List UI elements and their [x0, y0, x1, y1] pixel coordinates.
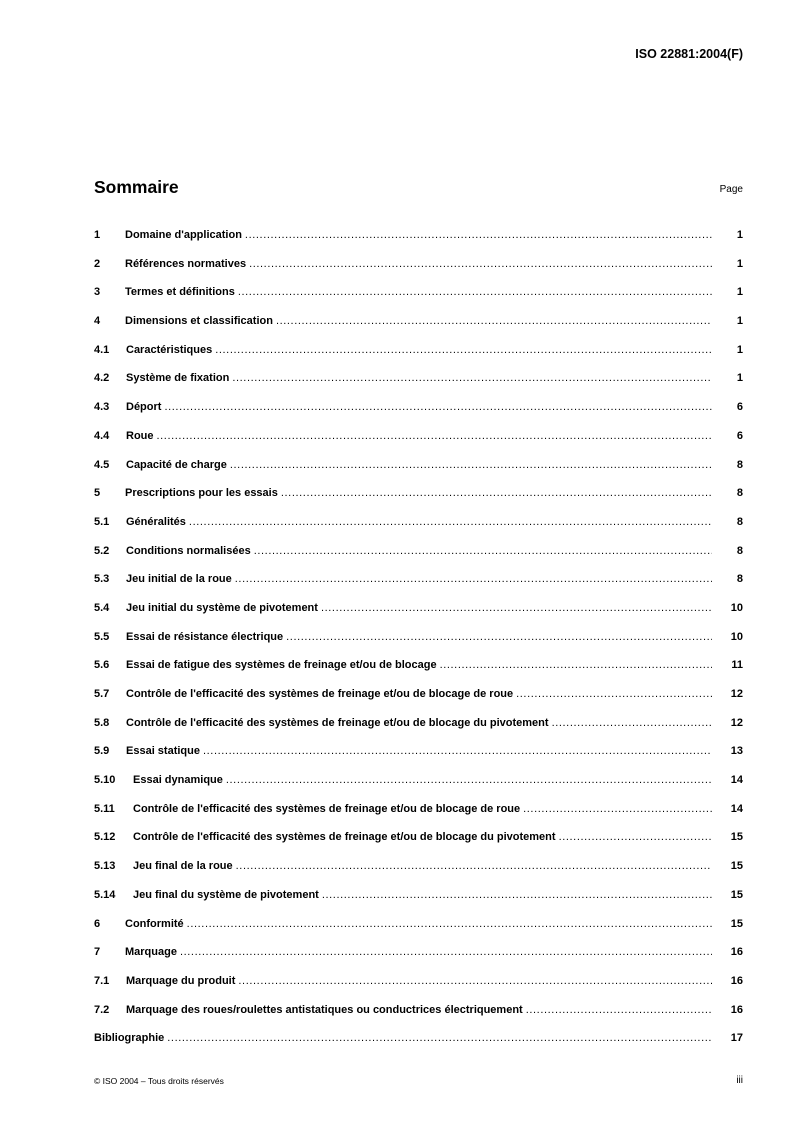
leader-dots [215, 344, 712, 356]
toc-entry-page: 17 [730, 1032, 743, 1045]
leader-dots [523, 803, 712, 815]
toc-entry-5-13[interactable] [94, 860, 743, 889]
toc-entry-label: Marquage du produit [126, 974, 236, 987]
toc-entry-page: 15 [730, 860, 743, 873]
toc-entry-4-2[interactable] [94, 372, 743, 401]
toc-entry-label: Contrôle de l'efficacité des systèmes de freinage et/ou de blocage de roue [126, 688, 514, 700]
toc-entry-number: 7.1 [94, 974, 110, 987]
toc-entry-number: 5 [94, 487, 101, 500]
toc-entry-5-9[interactable] [94, 745, 743, 774]
toc-entry-5-10[interactable] [94, 774, 743, 803]
leader-dots [235, 573, 712, 585]
toc-entry-number: 5.4 [94, 601, 110, 614]
toc-entry-4-1[interactable] [94, 344, 743, 373]
toc-entry-5-2[interactable] [94, 545, 743, 574]
toc-entry-number: 6 [94, 917, 101, 930]
leader-dots [226, 774, 712, 786]
toc-entry-label: Bibliographie [94, 1032, 165, 1045]
toc-entry-label: Généralités [126, 515, 186, 528]
toc-entry-3[interactable] [94, 286, 743, 315]
toc-entry-number: 4.4 [94, 429, 110, 442]
toc-entry-4-4[interactable] [94, 430, 743, 459]
toc-entry-5-6[interactable] [94, 659, 743, 688]
toc-entry-number: 5.5 [94, 630, 110, 643]
toc-entry-page: 10 [730, 601, 743, 614]
toc-entry-label: Contrôle de l'efficacité des systèmes de freinage et/ou de blocage du pivotement [133, 831, 556, 844]
leader-dots [164, 401, 712, 413]
toc-entry-number: 2 [94, 257, 101, 270]
document-reference: ISO 22881:2004(F) [635, 47, 743, 61]
toc-entry-number: 5.11 [94, 802, 115, 815]
toc-entry-label: Marquage [125, 946, 177, 959]
toc-entry-5-4[interactable] [94, 602, 743, 631]
leader-dots [187, 918, 712, 930]
leader-dots [321, 602, 712, 614]
toc-entry-number: 4 [94, 315, 101, 328]
toc-entry-4-3[interactable] [94, 401, 743, 430]
toc-entry-1[interactable] [94, 229, 743, 258]
leader-dots [526, 1004, 712, 1016]
toc-entry-label: Essai de fatigue des systèmes de freinage et/ou de blocage [126, 659, 437, 672]
toc-entry-page: 16 [730, 1003, 743, 1016]
toc-entry-number: 5.1 [94, 515, 110, 528]
toc-entry-number: 4.5 [94, 458, 110, 471]
toc-entry-7[interactable] [94, 946, 743, 975]
toc-entry-number: 4.1 [94, 343, 110, 356]
toc-entry-page: 8 [736, 515, 743, 528]
toc-entry-5[interactable] [94, 487, 743, 516]
toc-entry-number: 5.3 [94, 573, 110, 586]
toc-entry-label: Essai de résistance électrique [126, 630, 284, 643]
toc-entry-page: 12 [730, 716, 743, 729]
toc-entry-5-1[interactable] [94, 516, 743, 545]
toc-entry-label: Capacité de charge [126, 458, 227, 471]
toc-entry-label: Jeu final de la roue [133, 860, 233, 873]
toc-entry-label: Essai dynamique [133, 774, 223, 787]
toc-entry-5-14[interactable] [94, 889, 743, 918]
toc-entry-label: Contrôle de l'efficacité des systèmes de freinage et/ou de blocage du pivotement [126, 716, 549, 729]
toc-entry-page: 1 [736, 286, 743, 299]
toc-entry-page: 11 [731, 659, 743, 672]
leader-dots [559, 831, 712, 843]
toc-entry-label: Références normatives [125, 257, 247, 270]
toc-entry-page: 1 [736, 372, 743, 385]
toc-entry-label: Conditions normalisées [126, 544, 251, 557]
leader-dots [440, 659, 712, 671]
toc-entry-page: 15 [730, 831, 743, 844]
toc-entry-page: 12 [730, 688, 743, 700]
leader-dots [238, 975, 712, 987]
leader-dots [281, 487, 712, 499]
toc-entry-number: 5.13 [94, 860, 116, 873]
toc-entry-number: 7 [94, 946, 101, 959]
toc-entry-label: Termes et définitions [125, 286, 235, 299]
toc-entry-page: 14 [730, 774, 743, 787]
toc-entry-label: Jeu final du système de pivotement [133, 888, 319, 901]
leader-dots [322, 889, 712, 901]
toc-entry-2[interactable] [94, 258, 743, 287]
toc-entry-page: 14 [730, 802, 743, 815]
toc-entry-page: 1 [736, 229, 743, 241]
toc-entry-page: 15 [730, 917, 743, 930]
toc-entry-label: Marquage des roues/roulettes antistatiques ou conductrices électriquement [126, 1003, 523, 1016]
leader-dots [245, 229, 712, 241]
toc-title: Sommaire [94, 177, 179, 197]
toc-entry-page: 15 [730, 888, 743, 901]
leader-dots [276, 315, 712, 327]
toc-entry-page: 10 [730, 630, 743, 643]
toc-entry-number: 4.2 [94, 372, 110, 385]
toc-entry-label: Conformité [125, 917, 184, 930]
toc-entry-number: 5.14 [94, 888, 116, 901]
toc-entry-bibliography[interactable] [94, 1032, 743, 1061]
toc-entry-number: 5.2 [94, 544, 110, 557]
toc-entry-label: Déport [126, 401, 162, 414]
leader-dots [230, 459, 712, 471]
toc-entry-5-7[interactable] [94, 688, 743, 717]
leader-dots [249, 258, 712, 270]
leader-dots [232, 372, 712, 384]
toc-entry-page: 8 [736, 573, 743, 586]
leader-dots [189, 516, 712, 528]
copyright-notice: © ISO 2004 – Tous droits réservés [94, 1076, 224, 1086]
leader-dots [552, 717, 712, 729]
page-column-label: Page [719, 184, 743, 195]
toc-entry-page: 8 [736, 544, 743, 557]
leader-dots [236, 860, 712, 872]
toc-entry-label: Essai statique [126, 745, 200, 758]
toc-entry-number: 5.7 [94, 688, 110, 700]
toc-entry-label: Domaine d'application [125, 229, 242, 241]
toc-entry-page: 13 [730, 745, 743, 758]
toc-entry-7-2[interactable] [94, 1004, 743, 1033]
toc-entry-page: 6 [736, 429, 743, 442]
leader-dots [254, 545, 712, 557]
leader-dots [516, 688, 712, 700]
toc-entry-page: 16 [730, 974, 743, 987]
toc-entry-4-5[interactable] [94, 459, 743, 488]
toc-entry-5-5[interactable] [94, 631, 743, 660]
table-of-contents [94, 229, 743, 1061]
toc-entry-label: Jeu initial de la roue [126, 573, 232, 586]
toc-entry-page: 8 [736, 458, 743, 471]
toc-entry-page: 1 [736, 343, 743, 356]
toc-entry-page: 8 [736, 487, 743, 500]
toc-entry-5-3[interactable] [94, 573, 743, 602]
leader-dots [203, 745, 712, 757]
toc-entry-page: 16 [730, 946, 743, 959]
toc-entry-number: 5.8 [94, 716, 110, 729]
toc-entry-4[interactable] [94, 315, 743, 344]
leader-dots [167, 1032, 712, 1044]
toc-entry-label: Caractéristiques [126, 343, 213, 356]
toc-entry-5-12[interactable] [94, 831, 743, 860]
leader-dots [286, 631, 712, 643]
toc-entry-number: 5.12 [94, 831, 116, 844]
toc-entry-5-8[interactable] [94, 717, 743, 746]
toc-entry-5-11[interactable] [94, 803, 743, 832]
toc-entry-page: 6 [736, 401, 743, 414]
toc-entry-number: 5.6 [94, 659, 110, 672]
toc-entry-number: 5.9 [94, 745, 110, 758]
toc-entry-page: 1 [736, 315, 743, 328]
toc-entry-label: Dimensions et classification [125, 315, 273, 328]
toc-entry-label: Contrôle de l'efficacité des systèmes de freinage et/ou de blocage de roue [133, 802, 521, 815]
leader-dots [180, 946, 712, 958]
toc-entry-number: 1 [94, 229, 101, 241]
toc-entry-number: 3 [94, 286, 101, 299]
toc-entry-number: 4.3 [94, 401, 110, 414]
toc-entry-page: 1 [736, 257, 743, 270]
toc-entry-label: Prescriptions pour les essais [125, 487, 278, 500]
toc-entry-7-1[interactable] [94, 975, 743, 1004]
page-number: iii [736, 1075, 743, 1086]
leader-dots [238, 286, 712, 298]
toc-entry-label: Roue [126, 429, 154, 442]
toc-entry-number: 7.2 [94, 1003, 110, 1016]
toc-entry-label: Jeu initial du système de pivotement [126, 601, 318, 614]
toc-entry-label: Système de fixation [126, 372, 230, 385]
leader-dots [157, 430, 713, 442]
toc-entry-6[interactable] [94, 918, 743, 947]
toc-entry-number: 5.10 [94, 774, 116, 787]
